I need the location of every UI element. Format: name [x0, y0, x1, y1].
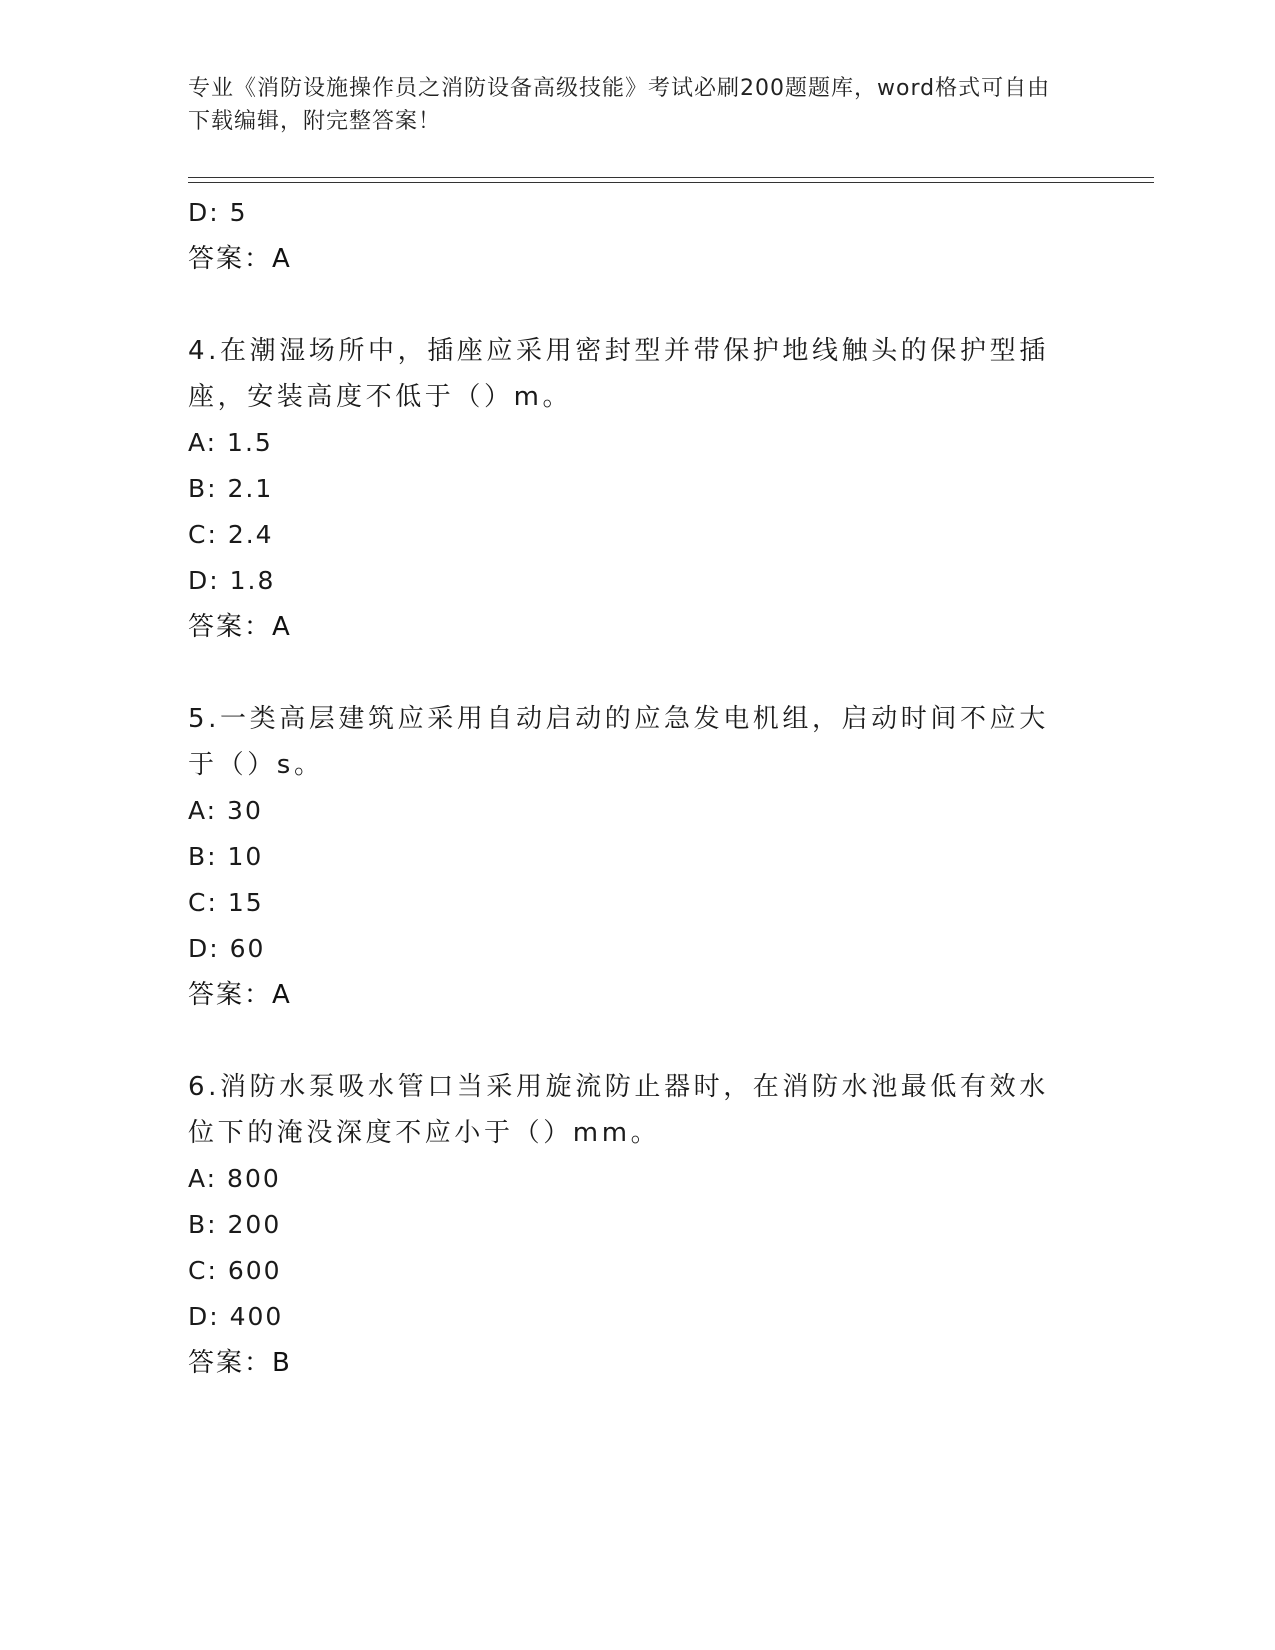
answer-line: 答案：A: [188, 244, 292, 274]
option-a: A: 1.5: [188, 428, 273, 457]
option-d: D: 1.8: [188, 566, 276, 595]
option-c: C: 600: [188, 1256, 282, 1285]
option-c: C: 2.4: [188, 520, 274, 549]
option-c: C: 15: [188, 888, 264, 917]
question-text: 6.消防水泵吸水管口当采用旋流防止器时，在消防水池最低有效水位下的淹没深度不应小于（）mm。: [188, 1072, 1049, 1148]
question-6: [188, 1064, 1068, 1386]
answer-line: 答案：A: [188, 980, 292, 1010]
option-b: B: 10: [188, 842, 264, 871]
option-b: B: 2.1: [188, 474, 274, 503]
header-divider-bottom: [188, 182, 1154, 183]
question-text: 4.在潮湿场所中，插座应采用密封型并带保护地线触头的保护型插座，安装高度不低于（）m。: [188, 336, 1049, 412]
question-5: [188, 696, 1068, 1018]
question-list: [188, 190, 1068, 1386]
option-a: A: 30: [188, 796, 263, 825]
option-d: D: 400: [188, 1302, 284, 1331]
header-divider-top: [188, 177, 1154, 178]
answer-line: 答案：B: [188, 1348, 292, 1378]
document-header: 专业《消防设施操作员之消防设备高级技能》考试必刷200题题库，word格式可自由下载编辑，附完整答案！: [188, 76, 1051, 134]
question-4: [188, 328, 1068, 650]
spacer: [188, 650, 1068, 696]
option-d: D: 5: [188, 198, 248, 227]
question-text: 5.一类高层建筑应采用自动启动的应急发电机组，启动时间不应大于（）s。: [188, 704, 1049, 780]
option-a: A: 800: [188, 1164, 281, 1193]
spacer: [188, 1018, 1068, 1064]
answer-line: 答案：A: [188, 612, 292, 642]
spacer: [188, 282, 1068, 328]
option-b: B: 200: [188, 1210, 282, 1239]
option-d: D: 60: [188, 934, 266, 963]
